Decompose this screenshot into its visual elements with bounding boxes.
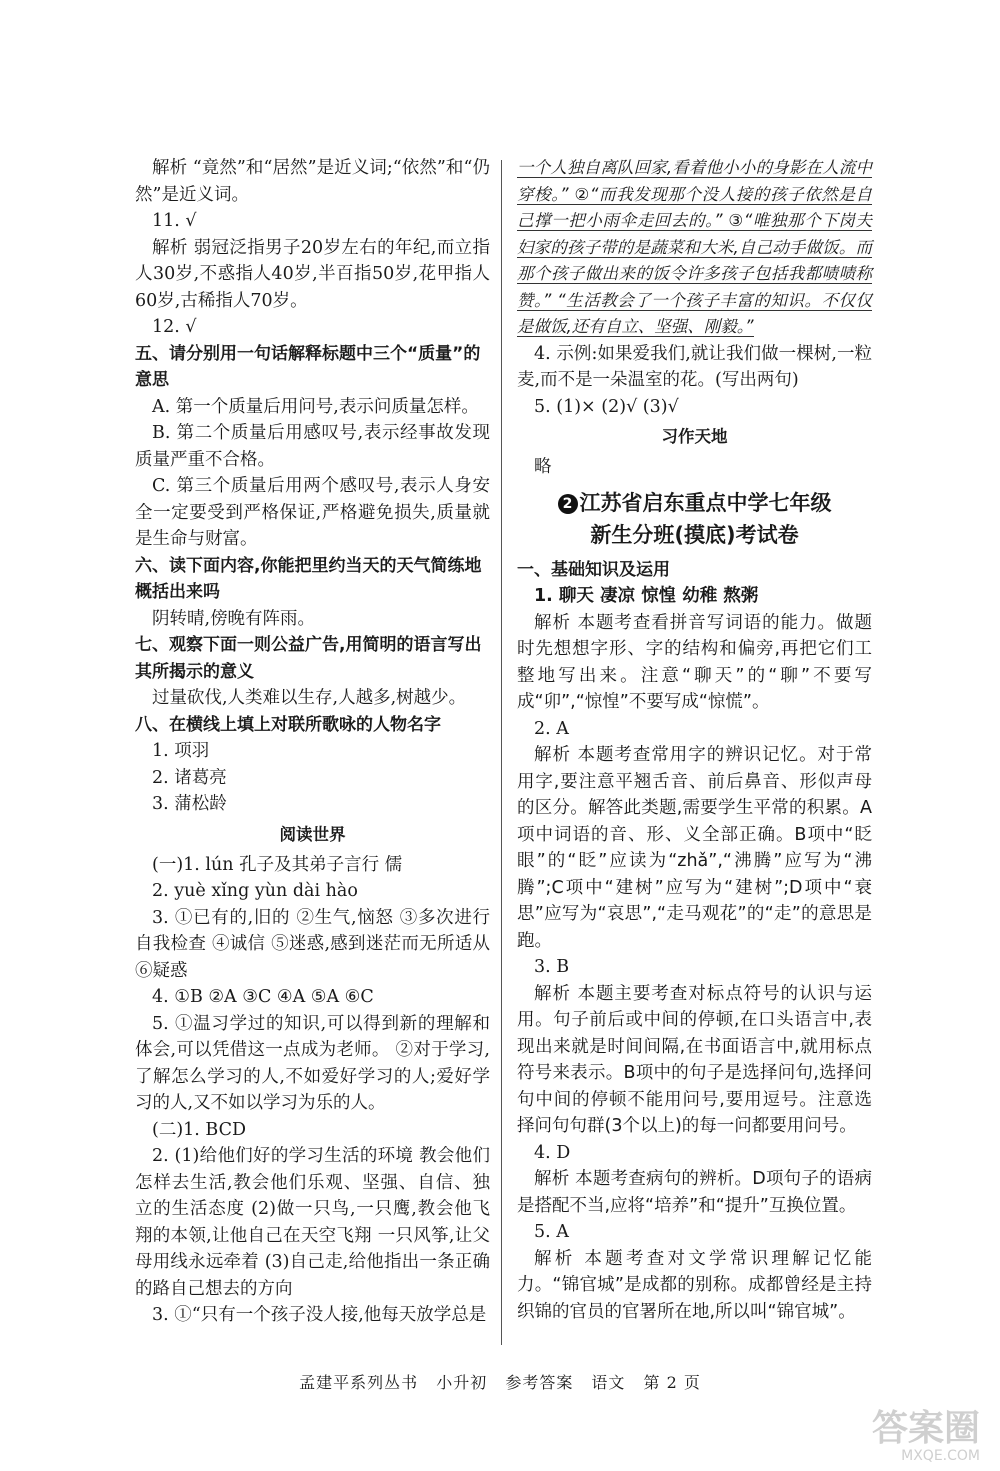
- answer-item-handwritten-start: 3. ①“只有一个孩子没人接,他每天放学总是: [152, 1305, 487, 1325]
- watermark-logo: [872, 1410, 980, 1464]
- column-divider: [501, 160, 502, 1345]
- answer-item: 1. 项羽: [152, 741, 210, 761]
- analysis-text: 解析 本题考查病句的辨析。D项句子的语病是搭配不当,应将“培养”和“提升”互换位置。: [517, 1169, 872, 1216]
- handwritten-answer-block: [517, 155, 872, 341]
- answer-item: 3. B: [534, 957, 570, 977]
- section-heading: 五、请分别用一句话解释标题中三个“质量”的意思: [135, 343, 481, 390]
- analysis-text: 解析 本题考查对文学常识理解记忆能力。“锦官城”是成都的别称。成都曾经是主持织锦的官员的官署所在地,所以叫“锦官城”。: [517, 1248, 872, 1322]
- footer-page-number: 第 2 页: [643, 1373, 701, 1392]
- answer-item: 2. 诸葛亮: [152, 767, 227, 788]
- analysis-text: 解析 “竟然”和“居然”是近义词;“依然”和“仍然”是近义词。: [135, 158, 490, 205]
- answer-item: A. 第一个质量后用问号,表示问质量怎样。: [152, 396, 479, 417]
- footer-subject: 语文: [591, 1373, 626, 1392]
- answer-item: 5. A: [534, 1222, 569, 1242]
- answer-item: 3. 蒲松龄: [152, 794, 227, 814]
- answer-item: 略: [534, 457, 552, 477]
- left-column: [135, 155, 490, 1329]
- answer-item: 5. (1)× (2)√ (3)√: [534, 396, 679, 417]
- watermark-text: 答案圈: [871, 1408, 980, 1449]
- footer-series: 孟建平系列丛书: [299, 1373, 419, 1392]
- analysis-text: 解析 弱冠泛指男子20岁左右的年纪,而立指人30岁,不惑指人40岁,半百指50岁,花甲指人60岁,古稀指人70岁。: [135, 237, 490, 311]
- answer-item: 2. yuè xǐng yùn dài hào: [152, 881, 358, 901]
- answer-item: 12. √: [152, 317, 197, 337]
- exam-title-line1: 江苏省启东重点中学七年级: [579, 490, 832, 515]
- section-title-writing: 习作天地: [661, 427, 728, 446]
- section-title-reading: 阅读世界: [279, 824, 346, 844]
- answer-item: 11. √: [152, 211, 197, 231]
- answer-item: B. 第二个质量后用感叹号,表示经事故发现质量严重不合格。: [135, 423, 490, 470]
- answer-item: 4. D: [534, 1142, 571, 1163]
- answer-item: 阴转晴,傍晚有阵雨。: [152, 608, 316, 629]
- section-heading: 七、观察下面一则公益广告,用简明的语言写出其所揭示的意义: [135, 635, 482, 682]
- exam-title: [517, 487, 872, 551]
- answer-item: 过量砍伐,人类难以生存,人越多,树越少。: [152, 688, 467, 708]
- analysis-text: 解析 本题考查常用字的辨识记忆。对于常用字,要注意平翘舌音、前后鼻音、形似声母的区分。解答此类题,需要学生平常的积累。A项中词语的音、形、义全部正确。B项中“眨眼”的“眨”应读为“zhǎ”,“沸腾”应写为“沸腾”;C项中“建树”应写为“建树”;D项中“衰思”应写为“哀思”,“走马观花”的“走”的意思是跑。: [517, 745, 872, 951]
- page-footer: [0, 1370, 1000, 1393]
- answer-item: 1. 聊天 凄凉 惊惶 幼稚 熬粥: [534, 586, 759, 606]
- answer-item: 4. 示例:如果爱我们,就让我们做一棵树,一粒麦,而不是一朵温室的花。(写出两句): [517, 343, 872, 390]
- answer-item: 3. ①已有的,旧的 ②生气,恼怒 ③多次进行自我检查 ④诚信 ⑤迷惑,感到迷茫而无所适从 ⑥疑惑: [135, 907, 490, 981]
- exam-title-line2: 新生分班(摸底)考试卷: [590, 522, 799, 547]
- section-heading: 八、在横线上填上对联所歌咏的人物名字: [135, 714, 441, 735]
- answer-item: 5. ①温习学过的知识,可以得到新的理解和体会,可以凭借这一点成为老师。 ②对于学习,了解怎么学习的人,不如爱好学习的人;爱好学习的人,又不如以学习为乐的人。: [135, 1013, 490, 1113]
- analysis-text: 解析 本题考查看拼音写词语的能力。做题时先想想字形、字的结构和偏旁,再把它们工整地写出来。注意“聊天”的“聊”不要写成“卯”,“惊惶”不要写成“惊慌”。: [517, 612, 872, 712]
- answer-item: 4. ①B ②A ③C ④A ⑤A ⑥C: [152, 987, 374, 1007]
- section-heading: 一、基础知识及运用: [517, 559, 670, 580]
- analysis-text: 解析 本题主要考查对标点符号的认识与运用。句子前后或中间的停顿,在口头语言中,表现出来就是时间间隔,在书面语言中,就用标点符号来表示。B项中的句子是选择问句,选择问句中间的停顿不能用问号,要用逗号。注意选择问句句群(3个以上)的每一问都要用问号。: [517, 983, 872, 1136]
- answer-item: 2. A: [534, 718, 569, 739]
- answer-item: (一)1. lún 孔子及其弟子言行 儒: [152, 854, 403, 875]
- watermark-url: MXQE.COM: [901, 1448, 980, 1464]
- section-heading: 六、读下面内容,你能把里约当天的天气简练地概括出来吗: [135, 555, 482, 602]
- answer-item: C. 第三个质量后用两个感叹号,表示人身安全一定要受到严格保证,严格避免损失,质量就是生命与财富。: [135, 476, 490, 549]
- footer-ref: 参考答案: [505, 1373, 574, 1392]
- number-badge: 2: [558, 494, 578, 514]
- answer-item: 2. (1)给他们好的学习生活的环境 教会他们怎样去生活,教会他们乐观、坚强、自信、独立的生活态度 (2)做一只鸟,一只鹰,教会他飞翔的本领,让他自己在天空飞翔 一只风筝,让父母用线永远牵着 (3)自己走,给他指出一条正确的路自己想去的方向: [135, 1146, 490, 1299]
- right-column: [517, 155, 872, 1325]
- handwritten-answer: 一个人独自离队回家,看着他小小的身影在人流中穿梭。” ②“而我发现那个没人接的孩子依然是自己撑一把小雨伞走回去的。” ③“唯独那个下岗夫妇家的孩子带的是蔬菜和大米,自己动手做饭。而那个孩子做出来的饭令许多孩子包括我都啧啧称赞。” “生活教会了一个孩子丰富的知识。不仅仅是做饭,还有自立、坚强、刚毅。”: [517, 158, 872, 336]
- footer-level: 小升初: [436, 1373, 488, 1392]
- answer-item: (二)1. BCD: [152, 1119, 247, 1140]
